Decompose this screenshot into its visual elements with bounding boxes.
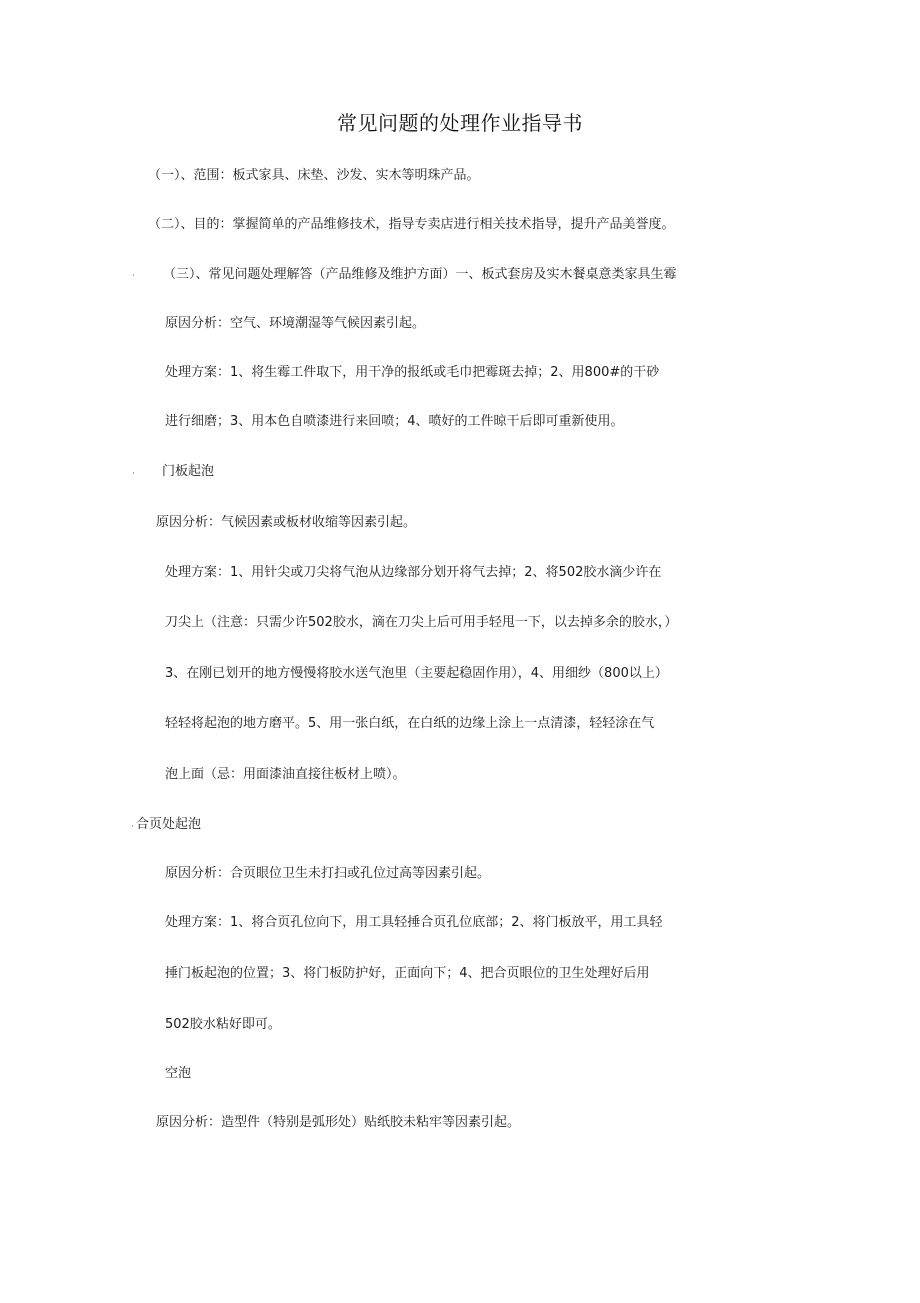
document-title: 常见问题的处理作业指导书 <box>337 111 583 135</box>
mold-solution-line-2: 进行细磨；3、用本色自喷漆进行来回喷；4、喷好的工件晾干后即可重新使用。 <box>165 414 624 429</box>
bullet-dot: · <box>132 271 135 281</box>
door-blister-solution-line-5: 泡上面（忌：用面漆油直接往板材上喷）。 <box>165 767 406 782</box>
hollow-blister-cause-line: 原因分析：造型件（特别是弧形处）贴纸胶未粘牢等因素引起。 <box>156 1115 521 1130</box>
scope-line: （一）、范围：板式家具、床垫、沙发、实木等明珠产品。 <box>148 168 480 183</box>
bullet-dot: · <box>132 469 135 479</box>
door-blister-solution-line-1: 处理方案：1、用针尖或刀尖将气泡从边缘部分划开将气去掉；2、将502胶水滴少许在 <box>165 565 662 580</box>
door-blister-solution-line-4: 轻轻将起泡的地方磨平。5、用一张白纸，在白纸的边缘上涂上一点清漆，轻轻涂在气 <box>165 716 655 731</box>
door-blister-heading: 门板起泡 <box>162 464 215 479</box>
door-blister-cause-line: 原因分析：气候因素或板材收缩等因素引起。 <box>156 515 417 530</box>
purpose-line: （二）、目的：掌握简单的产品维修技术，指导专卖店进行相关技术指导，提升产品美誉度。 <box>148 217 675 232</box>
door-blister-solution-line-3: 3、在刚已划开的地方慢慢将胶水送气泡里（主要起稳固作用），4、用细纱（800以上） <box>165 666 668 681</box>
door-blister-solution-line-2: 刀尖上（注意：只需少许502胶水，滴在刀尖上后可用手轻甩一下，以去掉多余的胶水，） <box>165 615 678 630</box>
hinge-blister-solution-line-2: 捶门板起泡的位置；3、将门板防护好，正面向下；4、把合页眼位的卫生处理好后用 <box>165 966 650 981</box>
hinge-blister-cause-line: 原因分析：合页眼位卫生未打扫或孔位过高等因素引起。 <box>165 866 491 881</box>
hollow-blister-heading: 空泡 <box>165 1066 192 1081</box>
hinge-blister-solution-line-3: 502胶水粘好即可。 <box>165 1017 281 1032</box>
section-three-line: （三）、常见问题处理解答（产品维修及维护方面）一、板式套房及实木餐桌意类家具生霉 <box>163 267 677 282</box>
bullet-dot: · <box>131 822 134 832</box>
hinge-blister-solution-line-1: 处理方案：1、将合页孔位向下，用工具轻捶合页孔位底部；2、将门板放平，用工具轻 <box>165 915 663 930</box>
mold-cause-line: 原因分析：空气、环境潮湿等气候因素引起。 <box>165 316 426 331</box>
hinge-blister-heading: 合页处起泡 <box>136 817 202 832</box>
mold-solution-line-1: 处理方案：1、将生霉工件取下，用干净的报纸或毛巾把霉斑去掉；2、用800#的干砂 <box>165 365 660 380</box>
